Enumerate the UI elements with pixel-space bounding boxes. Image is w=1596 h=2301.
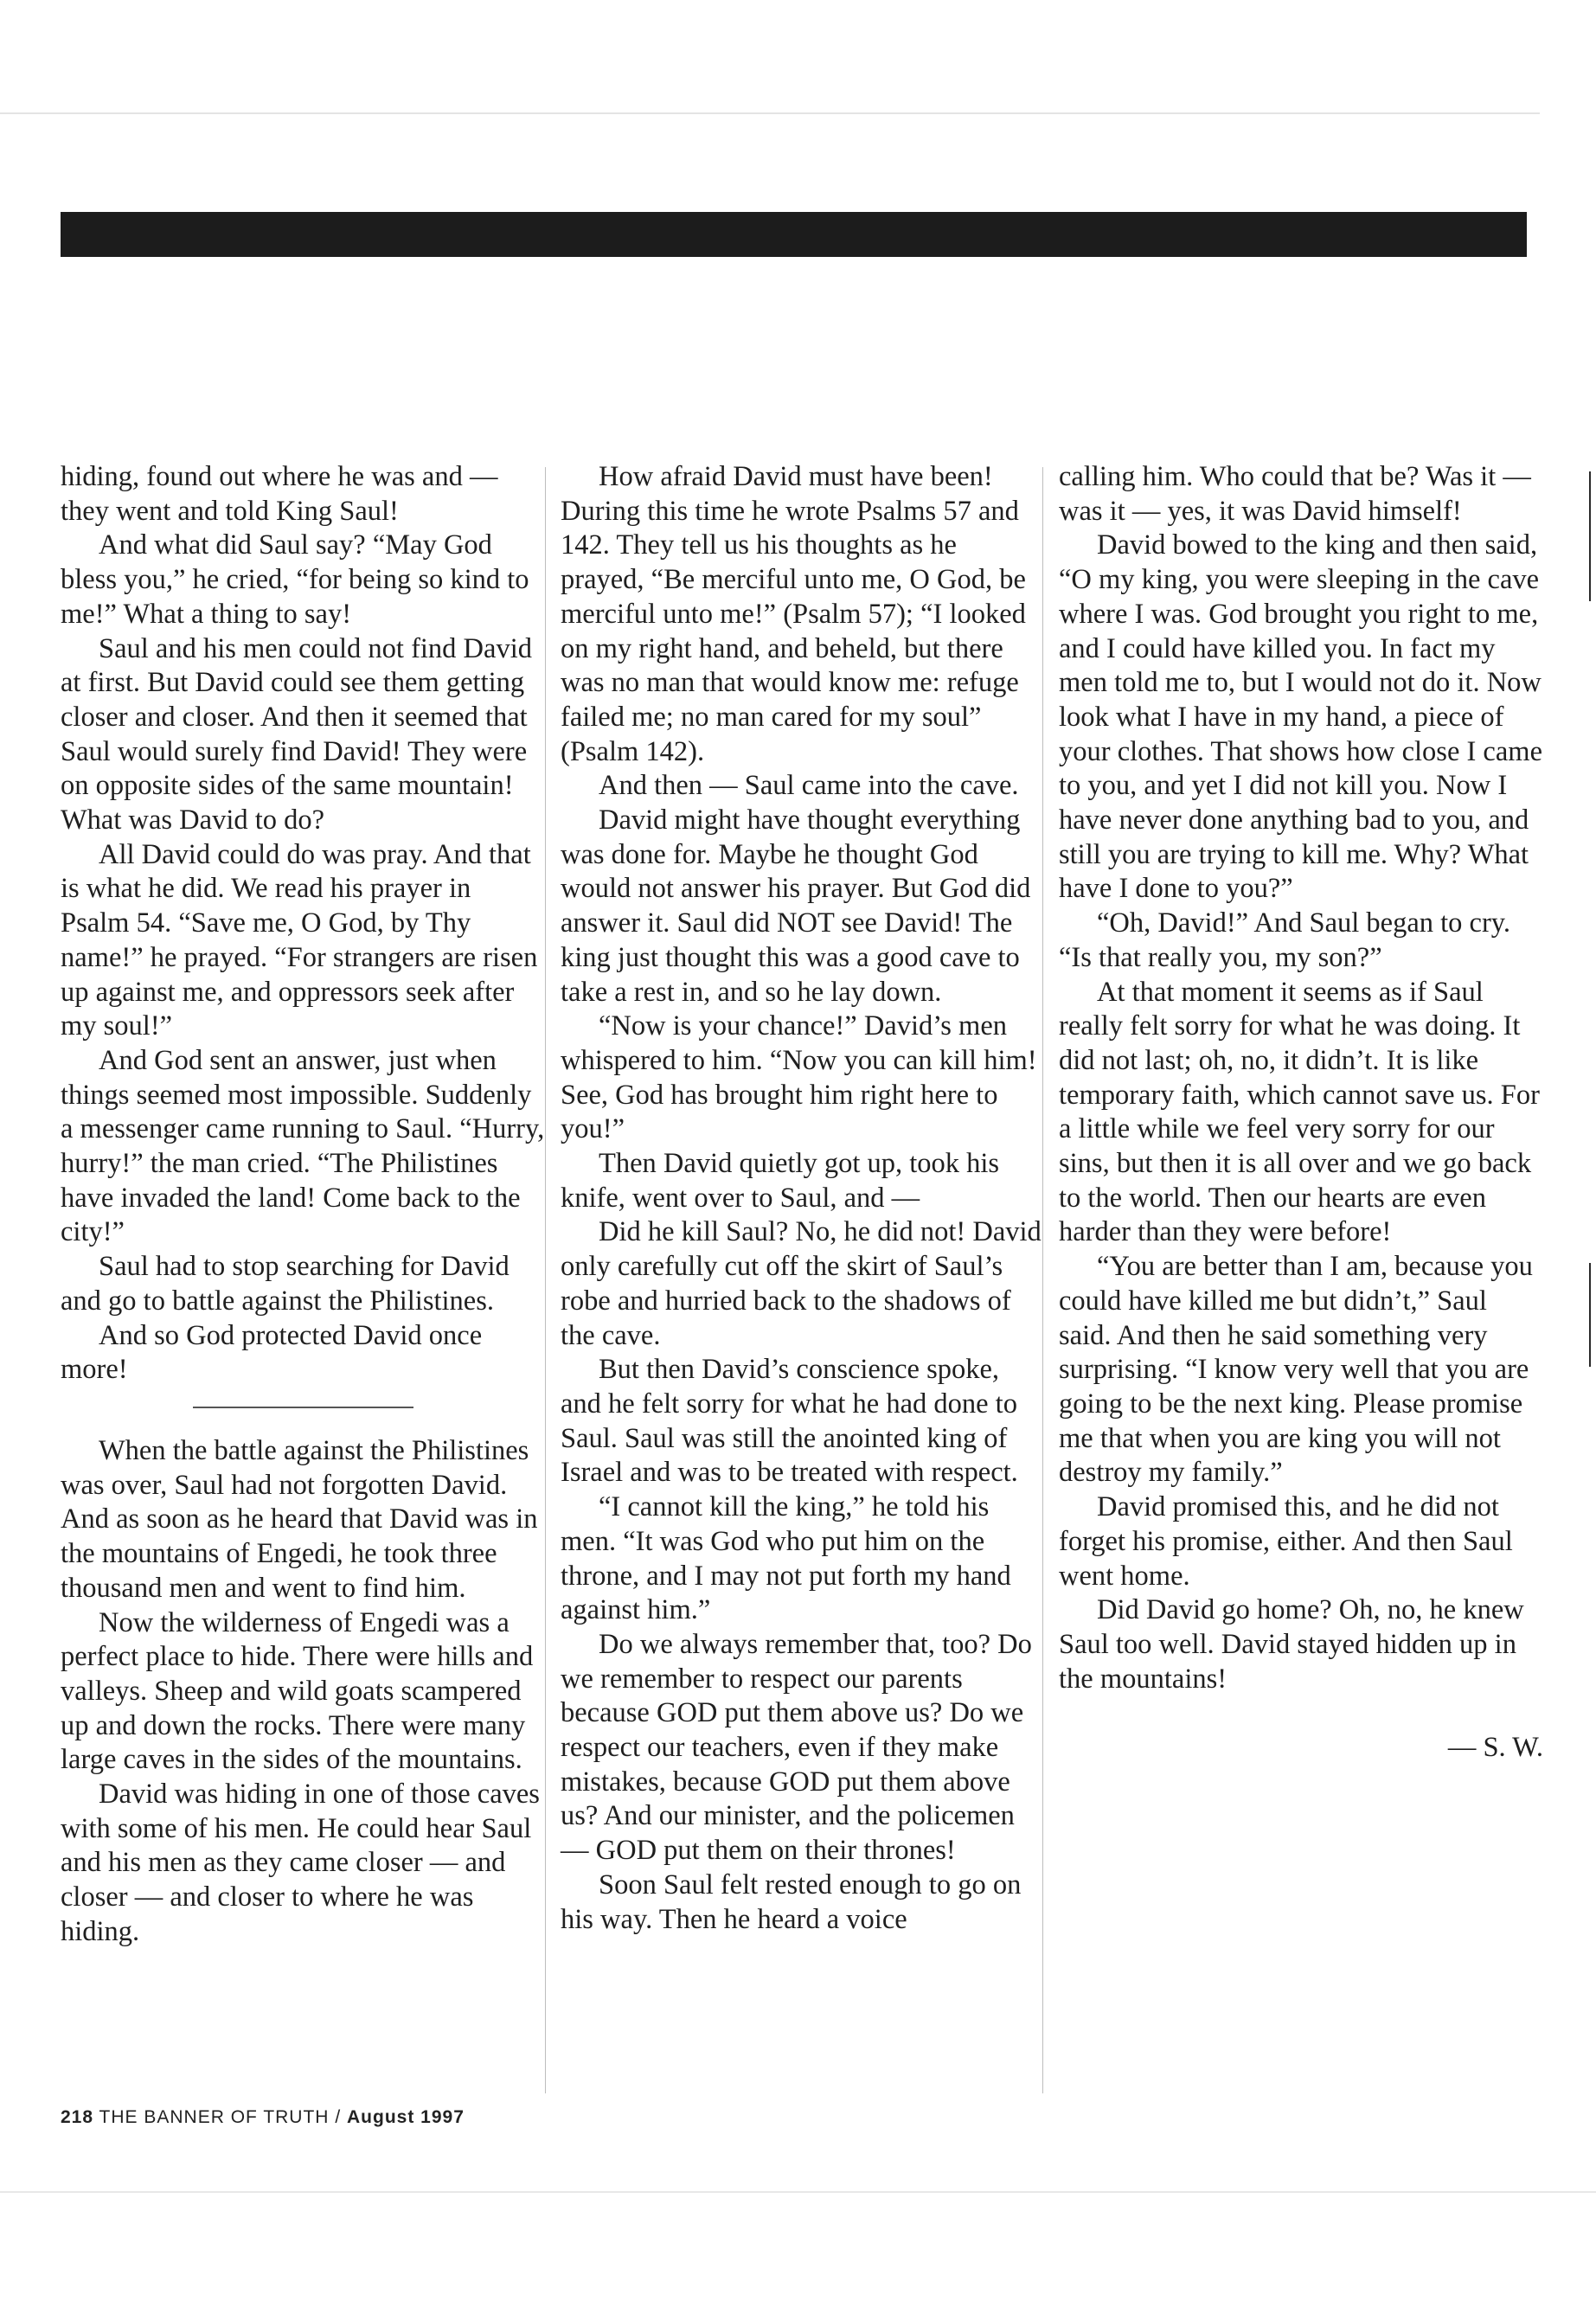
issue-date: August 1997	[347, 2107, 465, 2127]
column-1	[61, 460, 545, 1950]
paragraph: “Oh, David!” And Saul began to cry. “Is that really you, my son?”	[1059, 907, 1511, 973]
paragraph: Did David go home? Oh, no, he knew Saul too well. David stayed hidden up in the mountains!	[1059, 1594, 1524, 1695]
paragraph: “I cannot kill the king,” he told his men. “It was God who put him on the throne, and I may not put forth my hand against him.”	[561, 1491, 1011, 1626]
column-3	[1059, 460, 1543, 1766]
paragraph: But then David’s conscience spoke, and he felt sorry for what he had done to Saul. Saul was still the anointed king of Israel and was to be treated with respect.	[561, 1354, 1018, 1489]
paragraph: David bowed to the king and then said, “O my king, you were sleeping in the cave where I was. God brought you right to me, and I could have killed you. In fact my men told me to, but I would not do it. Now look what I have in my hand, a piece of your clothes. That shows how close I came to you, and yet I did not kill you. Now I have never done anything bad to you, and still you are trying to kill me. Why? What have I done to you?”	[1059, 529, 1542, 905]
column-divider	[1042, 467, 1043, 2093]
column-divider	[545, 467, 546, 2093]
paragraph: David was hiding in one of those caves with some of his men. He could hear Saul and his men as they came closer — and closer — and closer to where he was hiding.	[61, 1779, 540, 1947]
paragraph: Do we always remember that, too? Do we remember to respect our parents because GOD put them above us? Do we respect our teachers, even if they make mistakes, because GOD put them above us? And our minister, and the policemen — GOD put them on their thrones!	[561, 1628, 1032, 1867]
section-divider	[193, 1407, 413, 1408]
paragraph: And so God protected David once more!	[61, 1319, 483, 1386]
paragraph: Then David quietly got up, took his knife, went over to Saul, and —	[561, 1148, 1000, 1214]
edge-mark	[1589, 471, 1591, 601]
paragraph: All David could do was pray. And that is what he did. We read his prayer in Psalm 54. “Save me, O God, by Thy name!” he prayed. “For strangers are risen up against me, and oppressors seek after my soul!”	[61, 838, 538, 1042]
edge-mark	[1589, 1263, 1591, 1367]
paragraph: Soon Saul felt rested enough to go on his way. Then he heard a voice	[561, 1868, 1022, 1935]
footer-separator: /	[335, 2107, 342, 2127]
paragraph: “You are better than I am, because you could have killed me but didn’t,” Saul said. And then he said something very surprising. “I know very well that you are going to be the next king. Please promise me that when you are king you will not destroy my family.”	[1059, 1251, 1533, 1489]
header-bar	[61, 212, 1527, 257]
paragraph: David promised this, and he did not forget his promise, either. And then Saul went home.	[1059, 1491, 1513, 1592]
paragraph: Now the wilderness of Engedi was a perfect place to hide. There were hills and valleys. Sheep and wild goats scampered up and down the rocks. There were many large caves in the sides of the mountains.	[61, 1606, 534, 1776]
paragraph: When the battle against the Philistines was over, Saul had not forgotten David. And as soon as he heard that David was in the mountains of Engedi, he took three thousand men and went to find him.	[61, 1434, 538, 1604]
paragraph: Saul had to stop searching for David and go to battle against the Philistines.	[61, 1251, 510, 1317]
paragraph: And then — Saul came into the cave.	[599, 770, 1019, 802]
paragraph: Saul and his men could not find David at first. But David could see them getting closer and closer. And then it seemed that Saul would surely find David! They were on opposite sides of the same mountain! What was David to do?	[61, 632, 532, 836]
paragraph: At that moment it seems as if Saul really felt sorry for what he was doing. It did not last; oh, no, it didn’t. It is like temporary faith, which cannot save us. For a little while we feel very sorry for our sins, but then it is all over and we go back to the world. Then our hearts are even harder than they were before!	[1059, 976, 1540, 1248]
publication-name: THE BANNER OF TRUTH	[99, 2107, 330, 2127]
bottom-rule	[0, 2191, 1596, 2193]
paragraph: hiding, found out where he was and — they went and told King Saul!	[61, 461, 498, 527]
paragraph: David might have thought everything was done for. Maybe he thought God would not answer his prayer. But God did answer it. Saul did NOT see David! The king just thought this was a good cave to take a rest in, and so he lay down.	[561, 804, 1031, 1008]
paragraph: And God sent an answer, just when things seemed most impossible. Suddenly a messenger came running to Saul. “Hurry, hurry!” the man cried. “The Philistines have invaded the land! Come back to the city!”	[61, 1044, 545, 1248]
paragraph: “Now is your chance!” David’s men whispered to him. “Now you can kill him! See, God has brought him right here to you!”	[561, 1010, 1037, 1145]
page-number: 218	[61, 2107, 94, 2127]
top-rule	[0, 112, 1540, 114]
paragraph: And what did Saul say? “May God bless you,” he cried, “for being so kind to me!” What a thing to say!	[61, 529, 529, 630]
column-2	[561, 460, 1045, 1937]
paragraph: How afraid David must have been! During this time he wrote Psalms 57 and 142. They tell us his thoughts as he prayed, “Be merciful unto me, O God, be merciful unto me!” (Psalm 57); “I looked on my right hand, and beheld, but there was no man that would know me: refuge failed me; no man cared for my soul” (Psalm 142).	[561, 461, 1026, 767]
paragraph: calling him. Who could that be? Was it — was it — yes, it was David himself!	[1059, 461, 1531, 527]
signature: — S. W.	[1447, 1732, 1543, 1764]
page-footer	[61, 2107, 465, 2128]
paragraph: Did he kill Saul? No, he did not! David only carefully cut off the skirt of Saul’s robe and hurried back to the shadows of the cave.	[561, 1216, 1042, 1351]
